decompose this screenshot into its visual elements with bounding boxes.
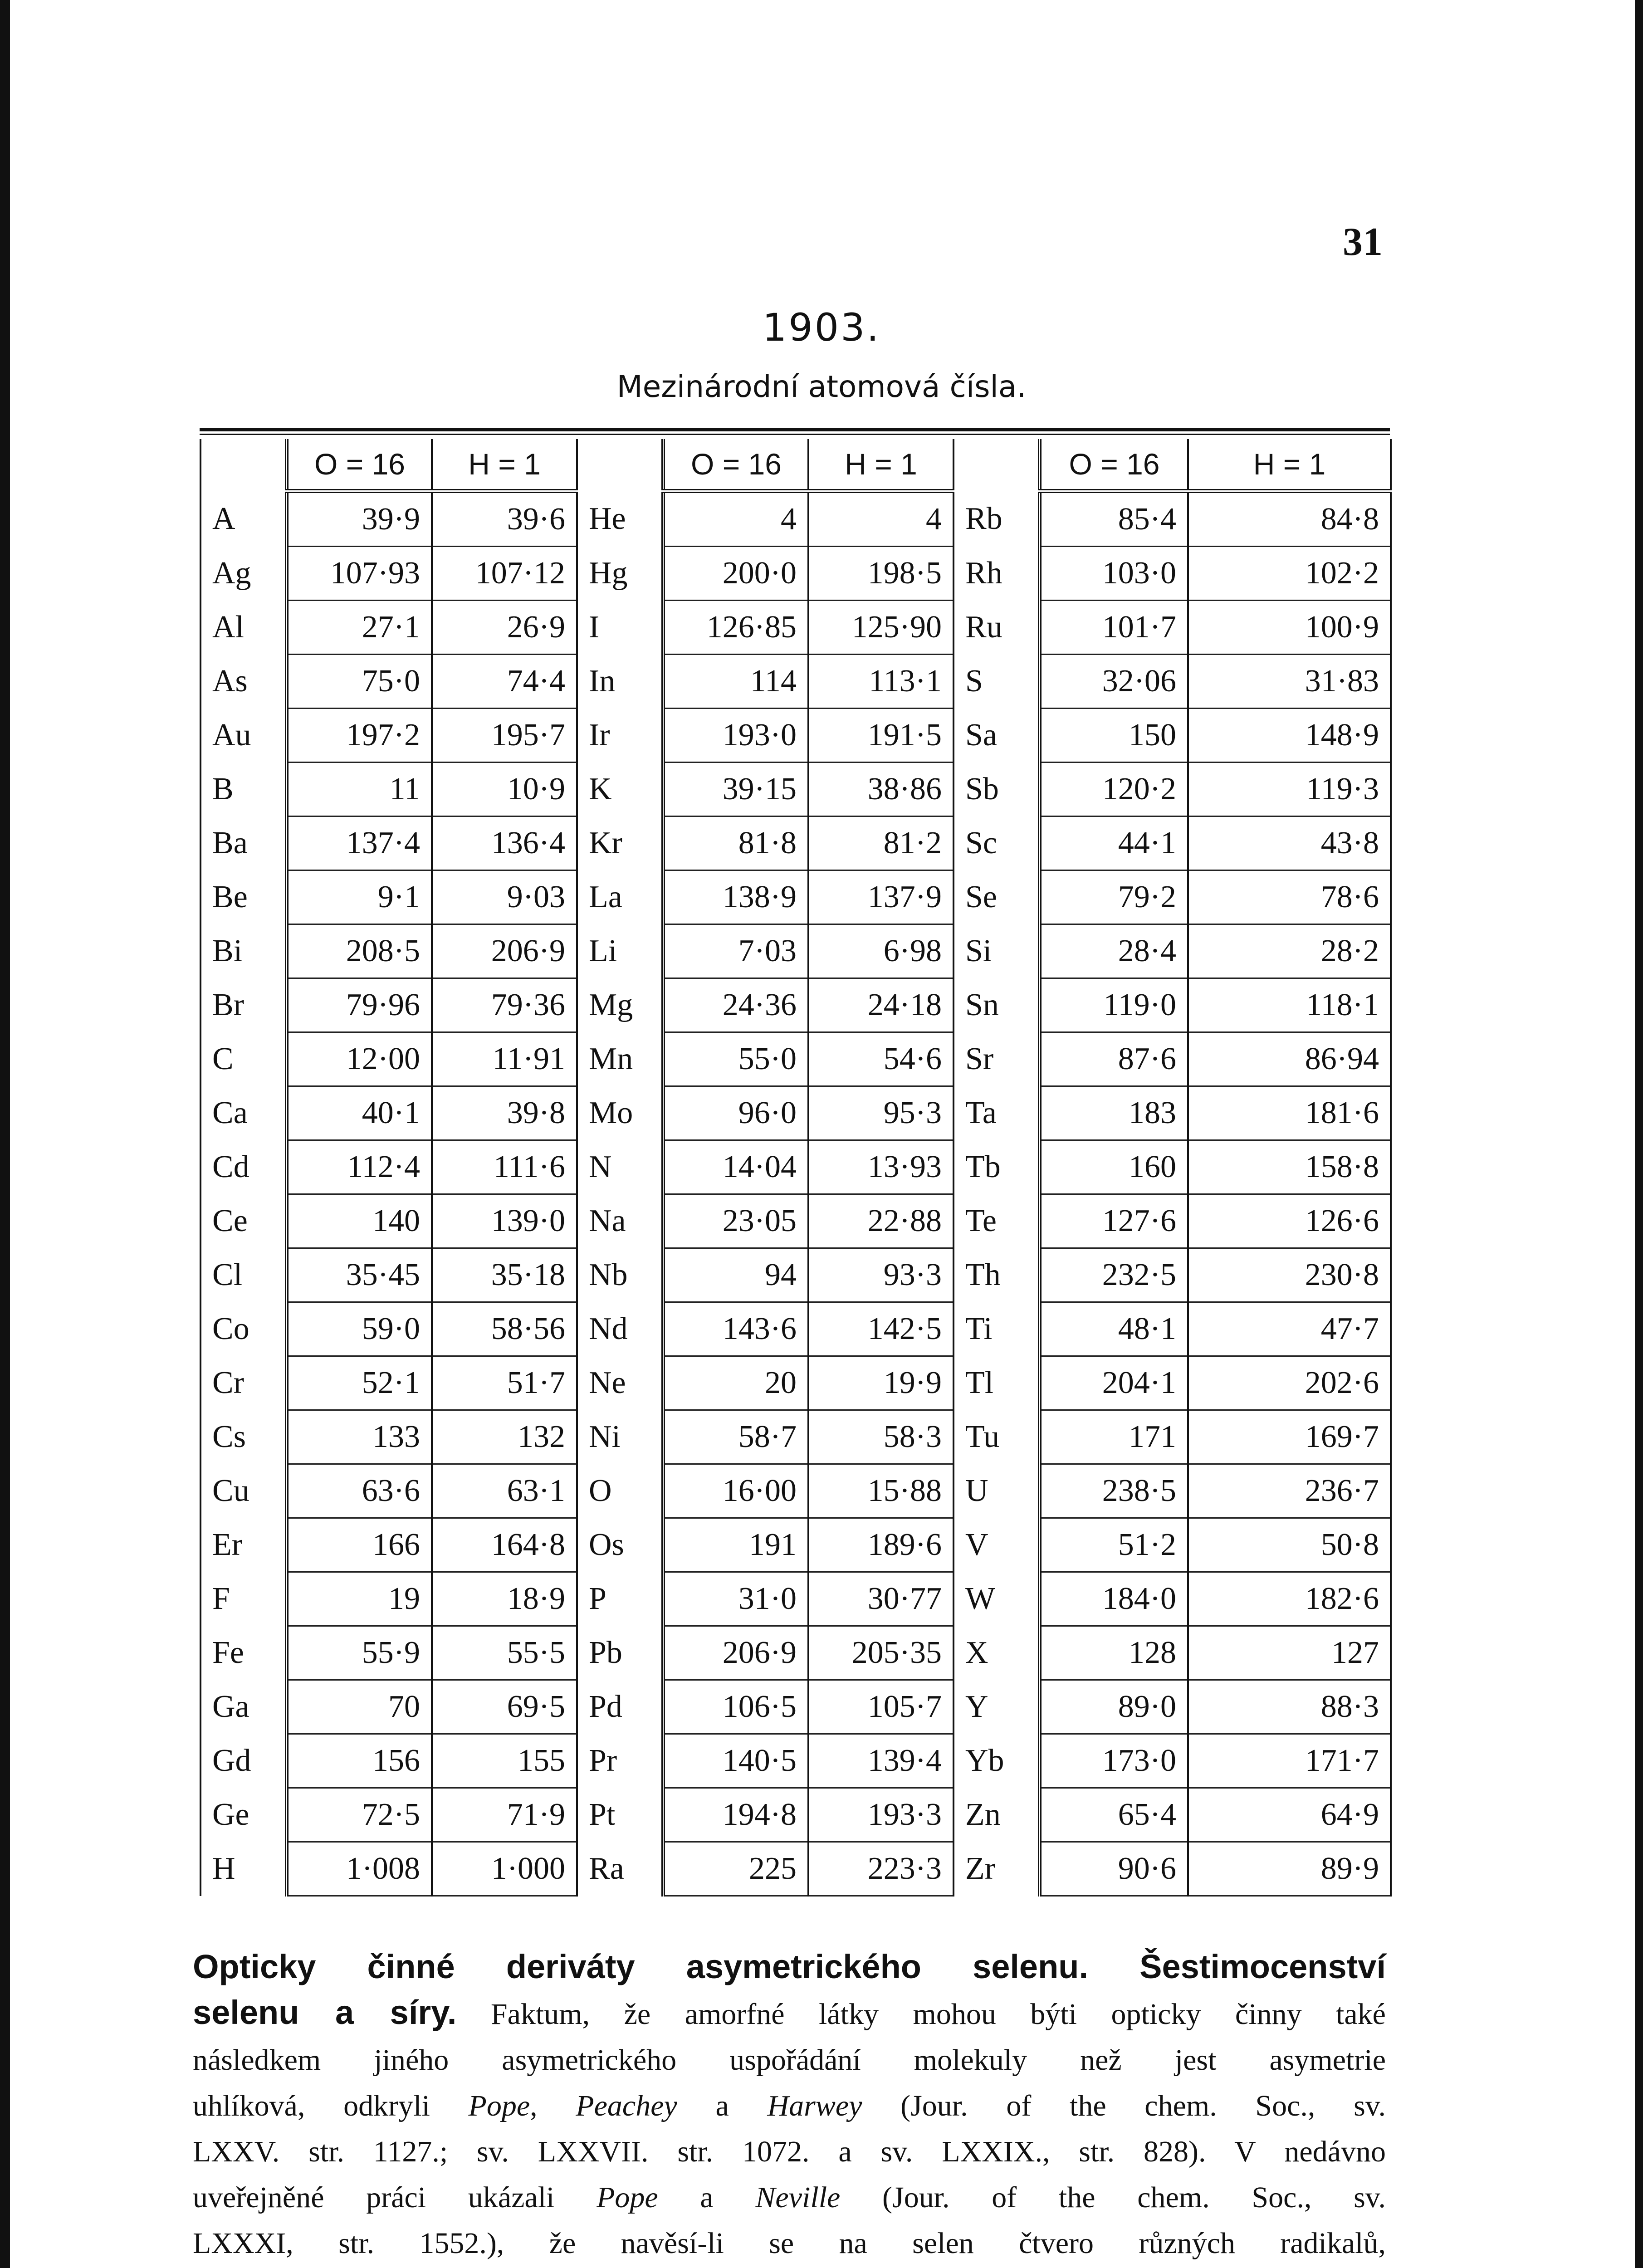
element-symbol: Sn	[954, 978, 1040, 1032]
weight-h1: 164·8	[432, 1518, 577, 1572]
weight-h1: 4	[808, 491, 954, 547]
weight-o16: 79·2	[1040, 870, 1188, 924]
table-row	[200, 1194, 1391, 1248]
weight-h1: 95·3	[808, 1086, 954, 1140]
table-row	[200, 1302, 1391, 1356]
article-line-6-b: (Jour. of the chem. Soc., sv.	[840, 2181, 1386, 2214]
weight-o16: 52·1	[287, 1356, 432, 1410]
element-symbol: H	[200, 1842, 287, 1896]
element-symbol: Ir	[577, 709, 663, 763]
element-symbol: Sr	[954, 1032, 1040, 1086]
article-line-5: LXXV. str. 1127.; sv. LXXVII. str. 1072. a sv. LXXIX., str. 828). V nedávno	[193, 2135, 1386, 2168]
weight-o16: 173·0	[1040, 1734, 1188, 1788]
table-row	[200, 1572, 1391, 1626]
weight-o16: 39·9	[287, 491, 432, 547]
weight-o16: 14·04	[663, 1140, 808, 1194]
element-symbol: As	[200, 655, 287, 709]
weight-h1: 39·6	[432, 491, 577, 547]
element-symbol: Cr	[200, 1356, 287, 1410]
element-symbol: Cu	[200, 1464, 287, 1518]
weight-h1: 9·03	[432, 870, 577, 924]
weight-o16: 58·7	[663, 1410, 808, 1464]
weight-o16: 183	[1040, 1086, 1188, 1140]
weight-o16: 126·85	[663, 601, 808, 655]
element-symbol: Cs	[200, 1410, 287, 1464]
element-symbol: Ne	[577, 1356, 663, 1410]
weight-h1: 182·6	[1188, 1572, 1391, 1626]
element-symbol: Rh	[954, 547, 1040, 601]
weight-o16: 40·1	[287, 1086, 432, 1140]
element-symbol: I	[577, 601, 663, 655]
element-symbol: W	[954, 1572, 1040, 1626]
weight-o16: 103·0	[1040, 547, 1188, 601]
table-row	[200, 1734, 1391, 1788]
weight-o16: 150	[1040, 709, 1188, 763]
article-text	[193, 1944, 1386, 2266]
weight-h1: 119·3	[1188, 763, 1391, 816]
weight-h1: 24·18	[808, 978, 954, 1032]
weight-o16: 204·1	[1040, 1356, 1188, 1410]
weight-o16: 12·00	[287, 1032, 432, 1086]
element-symbol: Zn	[954, 1788, 1040, 1842]
author-pope: Pope	[468, 2089, 530, 2122]
article-heading: Opticky činné deriváty asymetrického selenu. Šestimocenství	[193, 1948, 1386, 1985]
element-symbol: Hg	[577, 547, 663, 601]
weight-o16: 156	[287, 1734, 432, 1788]
weight-h1: 193·3	[808, 1788, 954, 1842]
weight-o16: 106·5	[663, 1680, 808, 1734]
table-row	[200, 870, 1391, 924]
table-top-rule	[200, 428, 1390, 431]
weight-h1: 26·9	[432, 601, 577, 655]
weight-h1: 181·6	[1188, 1086, 1391, 1140]
weight-h1: 198·5	[808, 547, 954, 601]
weight-h1: 169·7	[1188, 1410, 1391, 1464]
weight-o16: 72·5	[287, 1788, 432, 1842]
element-symbol: Cl	[200, 1248, 287, 1302]
weight-h1: 69·5	[432, 1680, 577, 1734]
article-line-6-and: a	[658, 2181, 756, 2214]
element-symbol: F	[200, 1572, 287, 1626]
weight-o16: 35·45	[287, 1248, 432, 1302]
element-symbol: Sb	[954, 763, 1040, 816]
weight-h1: 58·3	[808, 1410, 954, 1464]
weight-o16: 28·4	[1040, 924, 1188, 978]
weight-o16: 238·5	[1040, 1464, 1188, 1518]
article-line-7: LXXXI, str. 1552.), že navěsí-li se na selen čtvero různých radikalů,	[193, 2227, 1386, 2260]
weight-h1: 125·90	[808, 601, 954, 655]
weight-o16: 137·4	[287, 816, 432, 870]
weight-h1: 58·56	[432, 1302, 577, 1356]
weight-h1: 205·35	[808, 1626, 954, 1680]
weight-h1: 105·7	[808, 1680, 954, 1734]
article-line-4-comma: ,	[530, 2089, 576, 2122]
element-symbol: Li	[577, 924, 663, 978]
table-row	[200, 1410, 1391, 1464]
element-symbol: Ga	[200, 1680, 287, 1734]
element-symbol: Bi	[200, 924, 287, 978]
weight-o16: 96·0	[663, 1086, 808, 1140]
weight-o16: 85·4	[1040, 491, 1188, 547]
element-symbol: C	[200, 1032, 287, 1086]
weight-h1: 13·93	[808, 1140, 954, 1194]
element-symbol: He	[577, 491, 663, 547]
weight-h1: 189·6	[808, 1518, 954, 1572]
table-row	[200, 709, 1391, 763]
weight-o16: 89·0	[1040, 1680, 1188, 1734]
weight-h1: 54·6	[808, 1032, 954, 1086]
element-symbol: Br	[200, 978, 287, 1032]
header-h1-2: H = 1	[808, 439, 954, 491]
article-line-4-and: a	[677, 2089, 768, 2122]
element-symbol: Ta	[954, 1086, 1040, 1140]
weight-o16: 200·0	[663, 547, 808, 601]
weight-o16: 127·6	[1040, 1194, 1188, 1248]
weight-h1: 206·9	[432, 924, 577, 978]
weight-o16: 90·6	[1040, 1842, 1188, 1896]
element-symbol: Nd	[577, 1302, 663, 1356]
author-neville: Neville	[755, 2181, 841, 2214]
weight-o16: 206·9	[663, 1626, 808, 1680]
weight-h1: 55·5	[432, 1626, 577, 1680]
weight-h1: 118·1	[1188, 978, 1391, 1032]
weight-h1: 155	[432, 1734, 577, 1788]
element-symbol: Ni	[577, 1410, 663, 1464]
header-blank-3	[954, 439, 1040, 491]
author-peachey: Peachey	[576, 2089, 677, 2122]
weight-h1: 1·000	[432, 1842, 577, 1896]
weight-h1: 63·1	[432, 1464, 577, 1518]
weight-h1: 127	[1188, 1626, 1391, 1680]
table-row	[200, 601, 1391, 655]
weight-o16: 107·93	[287, 547, 432, 601]
table-top-rule-thin	[200, 434, 1390, 435]
element-symbol: Y	[954, 1680, 1040, 1734]
table-row	[200, 1518, 1391, 1572]
element-symbol: Be	[200, 870, 287, 924]
weight-o16: 94	[663, 1248, 808, 1302]
weight-o16: 197·2	[287, 709, 432, 763]
weight-h1: 139·4	[808, 1734, 954, 1788]
element-symbol: U	[954, 1464, 1040, 1518]
table-row	[200, 1626, 1391, 1680]
weight-h1: 142·5	[808, 1302, 954, 1356]
table-row	[200, 1086, 1391, 1140]
element-symbol: Tl	[954, 1356, 1040, 1410]
element-symbol: La	[577, 870, 663, 924]
element-symbol: X	[954, 1626, 1040, 1680]
header-o16-3: O = 16	[1040, 439, 1188, 491]
weight-h1: 158·8	[1188, 1140, 1391, 1194]
element-symbol: Pt	[577, 1788, 663, 1842]
weight-o16: 70	[287, 1680, 432, 1734]
weight-h1: 126·6	[1188, 1194, 1391, 1248]
element-symbol: Th	[954, 1248, 1040, 1302]
weight-o16: 7·03	[663, 924, 808, 978]
element-symbol: Mg	[577, 978, 663, 1032]
weight-h1: 137·9	[808, 870, 954, 924]
element-symbol: Nb	[577, 1248, 663, 1302]
weight-h1: 64·9	[1188, 1788, 1391, 1842]
weight-o16: 225	[663, 1842, 808, 1896]
article-line-3: následkem jiného asymetrického uspořádání molekuly než jest asymetrie	[193, 2043, 1386, 2077]
atomic-weights-table	[200, 439, 1392, 1897]
element-symbol: Co	[200, 1302, 287, 1356]
article-line-6	[193, 2175, 1386, 2220]
weight-o16: 32·06	[1040, 655, 1188, 709]
weight-o16: 19	[287, 1572, 432, 1626]
table-row	[200, 816, 1391, 870]
weight-h1: 74·4	[432, 655, 577, 709]
table-row	[200, 1788, 1391, 1842]
weight-h1: 22·88	[808, 1194, 954, 1248]
table-row	[200, 1140, 1391, 1194]
element-symbol: Te	[954, 1194, 1040, 1248]
element-symbol: S	[954, 655, 1040, 709]
page-number: 31	[1343, 220, 1383, 264]
weight-o16: 59·0	[287, 1302, 432, 1356]
element-symbol: Mo	[577, 1086, 663, 1140]
article-line-2-text: Faktum, že amorfné látky mohou býti opticky činny také	[456, 1998, 1386, 2031]
header-h1-3: H = 1	[1188, 439, 1391, 491]
weight-o16: 193·0	[663, 709, 808, 763]
element-symbol: Gd	[200, 1734, 287, 1788]
element-symbol: Cd	[200, 1140, 287, 1194]
weight-o16: 232·5	[1040, 1248, 1188, 1302]
weight-h1: 202·6	[1188, 1356, 1391, 1410]
author-pope-2: Pope	[597, 2181, 658, 2214]
weight-h1: 100·9	[1188, 601, 1391, 655]
weight-o16: 65·4	[1040, 1788, 1188, 1842]
table-row	[200, 1842, 1391, 1896]
weight-h1: 28·2	[1188, 924, 1391, 978]
weight-o16: 63·6	[287, 1464, 432, 1518]
element-symbol: Na	[577, 1194, 663, 1248]
table-header-row	[200, 439, 1391, 491]
element-symbol: N	[577, 1140, 663, 1194]
table-row	[200, 491, 1391, 547]
table-row	[200, 1032, 1391, 1086]
weight-h1: 223·3	[808, 1842, 954, 1896]
article-line-4-b: (Jour. of the chem. Soc., sv.	[862, 2089, 1386, 2122]
weight-h1: 195·7	[432, 709, 577, 763]
weight-o16: 51·2	[1040, 1518, 1188, 1572]
weight-o16: 27·1	[287, 601, 432, 655]
weight-o16: 140·5	[663, 1734, 808, 1788]
weight-o16: 143·6	[663, 1302, 808, 1356]
weight-o16: 194·8	[663, 1788, 808, 1842]
weight-h1: 230·8	[1188, 1248, 1391, 1302]
element-symbol: Au	[200, 709, 287, 763]
weight-h1: 18·9	[432, 1572, 577, 1626]
element-symbol: Al	[200, 601, 287, 655]
weight-o16: 119·0	[1040, 978, 1188, 1032]
element-symbol: Os	[577, 1518, 663, 1572]
weight-o16: 140	[287, 1194, 432, 1248]
weight-o16: 120·2	[1040, 763, 1188, 816]
table-row	[200, 924, 1391, 978]
element-symbol: Rb	[954, 491, 1040, 547]
element-symbol: In	[577, 655, 663, 709]
weight-o16: 133	[287, 1410, 432, 1464]
table-row	[200, 1464, 1391, 1518]
header-o16-2: O = 16	[663, 439, 808, 491]
header-blank-1	[200, 439, 287, 491]
element-symbol: Zr	[954, 1842, 1040, 1896]
element-symbol: V	[954, 1518, 1040, 1572]
weight-o16: 39·15	[663, 763, 808, 816]
element-symbol: Pd	[577, 1680, 663, 1734]
weight-h1: 19·9	[808, 1356, 954, 1410]
element-symbol: Sa	[954, 709, 1040, 763]
weight-h1: 10·9	[432, 763, 577, 816]
weight-o16: 4	[663, 491, 808, 547]
element-symbol: Ag	[200, 547, 287, 601]
element-symbol: Tu	[954, 1410, 1040, 1464]
weight-o16: 191	[663, 1518, 808, 1572]
element-symbol: Yb	[954, 1734, 1040, 1788]
weight-h1: 171·7	[1188, 1734, 1391, 1788]
table-row	[200, 1248, 1391, 1302]
weight-h1: 139·0	[432, 1194, 577, 1248]
weight-o16: 44·1	[1040, 816, 1188, 870]
weight-o16: 87·6	[1040, 1032, 1188, 1086]
element-symbol: Tb	[954, 1140, 1040, 1194]
weight-h1: 71·9	[432, 1788, 577, 1842]
weight-h1: 81·2	[808, 816, 954, 870]
weight-o16: 11	[287, 763, 432, 816]
table-row	[200, 1356, 1391, 1410]
weight-o16: 55·9	[287, 1626, 432, 1680]
author-harwey: Harwey	[767, 2089, 862, 2122]
weight-h1: 30·77	[808, 1572, 954, 1626]
weight-o16: 166	[287, 1518, 432, 1572]
element-symbol: Kr	[577, 816, 663, 870]
table-body	[200, 491, 1391, 1896]
element-symbol: Ge	[200, 1788, 287, 1842]
weight-o16: 79·96	[287, 978, 432, 1032]
weight-o16: 114	[663, 655, 808, 709]
weight-h1: 51·7	[432, 1356, 577, 1410]
table-subtitle: Mezinárodní atomová čísla.	[616, 369, 1027, 404]
weight-h1: 50·8	[1188, 1518, 1391, 1572]
article-line-2	[193, 1989, 1386, 2037]
element-symbol: Ti	[954, 1302, 1040, 1356]
element-symbol: Mn	[577, 1032, 663, 1086]
element-symbol: A	[200, 491, 287, 547]
weight-o16: 24·36	[663, 978, 808, 1032]
header-o16-1: O = 16	[287, 439, 432, 491]
weight-h1: 136·4	[432, 816, 577, 870]
element-symbol: Ba	[200, 816, 287, 870]
weight-h1: 88·3	[1188, 1680, 1391, 1734]
table-row	[200, 655, 1391, 709]
weight-o16: 160	[1040, 1140, 1188, 1194]
weight-h1: 113·1	[808, 655, 954, 709]
weight-o16: 31·0	[663, 1572, 808, 1626]
weight-h1: 93·3	[808, 1248, 954, 1302]
element-symbol: O	[577, 1464, 663, 1518]
weight-h1: 6·98	[808, 924, 954, 978]
header-h1-1: H = 1	[432, 439, 577, 491]
weight-h1: 107·12	[432, 547, 577, 601]
weight-o16: 138·9	[663, 870, 808, 924]
weight-o16: 9·1	[287, 870, 432, 924]
weight-h1: 132	[432, 1410, 577, 1464]
weight-o16: 112·4	[287, 1140, 432, 1194]
weight-h1: 15·88	[808, 1464, 954, 1518]
weight-h1: 11·91	[432, 1032, 577, 1086]
element-symbol: P	[577, 1572, 663, 1626]
weight-h1: 43·8	[1188, 816, 1391, 870]
weight-h1: 102·2	[1188, 547, 1391, 601]
table-row	[200, 763, 1391, 816]
element-symbol: Pr	[577, 1734, 663, 1788]
table-row	[200, 978, 1391, 1032]
weight-o16: 171	[1040, 1410, 1188, 1464]
table-row	[200, 1680, 1391, 1734]
element-symbol: Ce	[200, 1194, 287, 1248]
weight-o16: 23·05	[663, 1194, 808, 1248]
weight-h1: 111·6	[432, 1140, 577, 1194]
weight-o16: 101·7	[1040, 601, 1188, 655]
weight-h1: 78·6	[1188, 870, 1391, 924]
weight-h1: 89·9	[1188, 1842, 1391, 1896]
header-blank-2	[577, 439, 663, 491]
element-symbol: Er	[200, 1518, 287, 1572]
weight-h1: 38·86	[808, 763, 954, 816]
element-symbol: Ca	[200, 1086, 287, 1140]
weight-o16: 48·1	[1040, 1302, 1188, 1356]
table-year-title: 1903.	[762, 305, 881, 350]
element-symbol: Ra	[577, 1842, 663, 1896]
article-line-4-a: uhlíková, odkryli	[193, 2089, 469, 2122]
element-symbol: Si	[954, 924, 1040, 978]
element-symbol: Fe	[200, 1626, 287, 1680]
weight-o16: 128	[1040, 1626, 1188, 1680]
weight-h1: 35·18	[432, 1248, 577, 1302]
element-symbol: Sc	[954, 816, 1040, 870]
article-heading-cont: selenu a síry.	[193, 1994, 457, 2031]
weight-h1: 47·7	[1188, 1302, 1391, 1356]
weight-h1: 148·9	[1188, 709, 1391, 763]
weight-h1: 31·83	[1188, 655, 1391, 709]
weight-h1: 84·8	[1188, 491, 1391, 547]
element-symbol: Se	[954, 870, 1040, 924]
weight-o16: 75·0	[287, 655, 432, 709]
weight-o16: 208·5	[287, 924, 432, 978]
element-symbol: B	[200, 763, 287, 816]
element-symbol: Pb	[577, 1626, 663, 1680]
weight-h1: 236·7	[1188, 1464, 1391, 1518]
weight-o16: 81·8	[663, 816, 808, 870]
weight-h1: 86·94	[1188, 1032, 1391, 1086]
weight-h1: 191·5	[808, 709, 954, 763]
element-symbol: K	[577, 763, 663, 816]
weight-o16: 16·00	[663, 1464, 808, 1518]
element-symbol: Ru	[954, 601, 1040, 655]
weight-h1: 39·8	[432, 1086, 577, 1140]
weight-o16: 55·0	[663, 1032, 808, 1086]
weight-h1: 79·36	[432, 978, 577, 1032]
weight-o16: 184·0	[1040, 1572, 1188, 1626]
weight-o16: 1·008	[287, 1842, 432, 1896]
table-row	[200, 547, 1391, 601]
article-line-4	[193, 2083, 1386, 2129]
article-line-6-a: uveřejněné práci ukázali	[193, 2181, 597, 2214]
weight-o16: 20	[663, 1356, 808, 1410]
